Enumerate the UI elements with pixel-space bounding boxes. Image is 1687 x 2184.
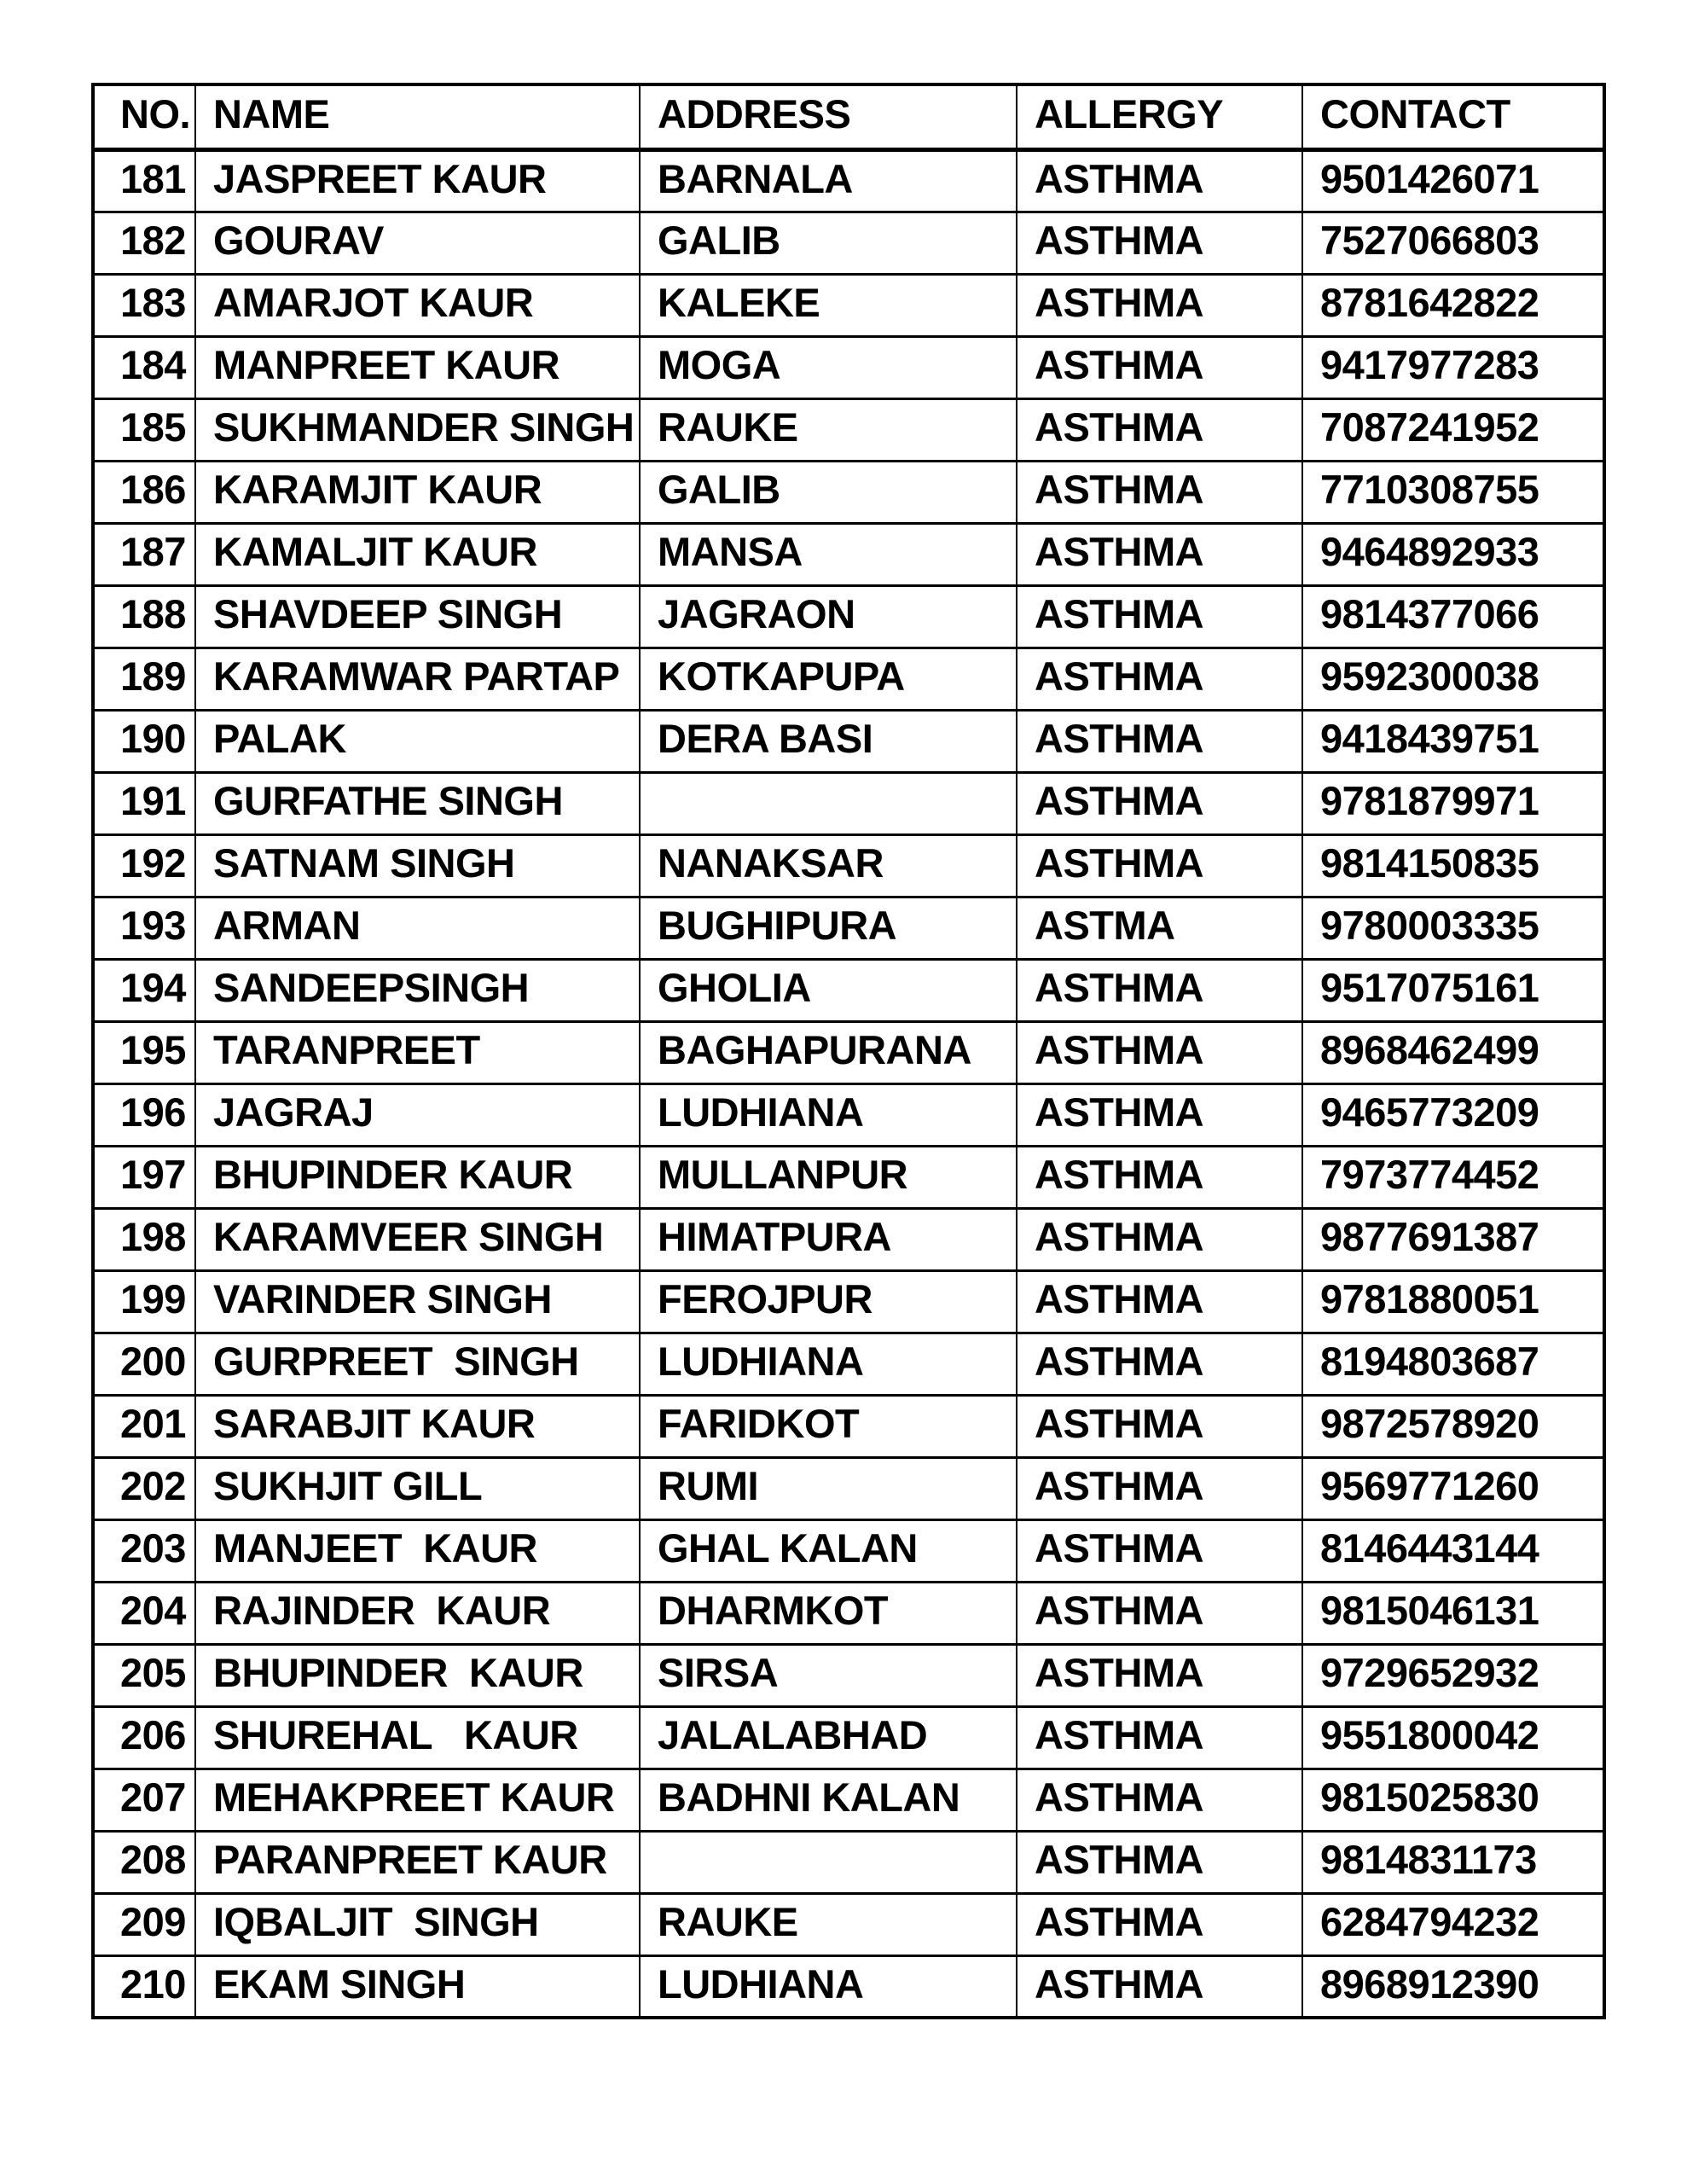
cell-allergy: ASTHMA: [1017, 1083, 1302, 1146]
cell-allergy: ASTHMA: [1017, 1769, 1302, 1831]
cell-address: FEROJPUR: [640, 1270, 1017, 1333]
cell-name: GURFATHE SINGH: [195, 772, 640, 834]
table-row: [93, 772, 1604, 834]
cell-name: KARAMWAR PARTAP: [195, 648, 640, 710]
table-row: [93, 398, 1604, 461]
cell-no: 196: [93, 1083, 195, 1146]
table-row: [93, 897, 1604, 959]
cell-name: SARABJIT KAUR: [195, 1395, 640, 1457]
cell-name: KARAMJIT KAUR: [195, 461, 640, 523]
cell-allergy: ASTHMA: [1017, 1146, 1302, 1208]
cell-contact: 9780003335: [1302, 897, 1604, 959]
allergy-contact-table: [91, 83, 1606, 2019]
cell-contact: 9551800042: [1302, 1706, 1604, 1769]
cell-allergy: ASTHMA: [1017, 1955, 1302, 2018]
cell-allergy: ASTMA: [1017, 897, 1302, 959]
cell-allergy: ASTHMA: [1017, 1582, 1302, 1644]
cell-contact: 9729652932: [1302, 1644, 1604, 1706]
cell-name: VARINDER SINGH: [195, 1270, 640, 1333]
cell-no: 181: [93, 149, 195, 212]
table-row: [93, 461, 1604, 523]
cell-allergy: ASTHMA: [1017, 336, 1302, 398]
column-header-name: NAME: [195, 84, 640, 149]
cell-allergy: ASTHMA: [1017, 1270, 1302, 1333]
cell-contact: 9781880051: [1302, 1270, 1604, 1333]
cell-address: BAGHAPURANA: [640, 1021, 1017, 1083]
table-row: [93, 1208, 1604, 1270]
cell-address: MANSA: [640, 523, 1017, 585]
cell-contact: 9464892933: [1302, 523, 1604, 585]
table-row: [93, 648, 1604, 710]
cell-contact: 6284794232: [1302, 1893, 1604, 1955]
cell-allergy: ASTHMA: [1017, 710, 1302, 772]
cell-address: KALEKE: [640, 274, 1017, 336]
cell-no: 197: [93, 1146, 195, 1208]
cell-no: 183: [93, 274, 195, 336]
cell-allergy: ASTHMA: [1017, 1519, 1302, 1582]
cell-address: JAGRAON: [640, 585, 1017, 648]
cell-name: PARANPREET KAUR: [195, 1831, 640, 1893]
cell-no: 205: [93, 1644, 195, 1706]
table-row: [93, 834, 1604, 897]
table-row: [93, 1457, 1604, 1519]
cell-contact: 7973774452: [1302, 1146, 1604, 1208]
column-header-contact: CONTACT: [1302, 84, 1604, 149]
cell-contact: 9814831173: [1302, 1831, 1604, 1893]
cell-name: IQBALJIT SINGH: [195, 1893, 640, 1955]
cell-name: ARMAN: [195, 897, 640, 959]
cell-contact: 9815025830: [1302, 1769, 1604, 1831]
cell-allergy: ASTHMA: [1017, 585, 1302, 648]
table-row: [93, 1769, 1604, 1831]
cell-allergy: ASTHMA: [1017, 1395, 1302, 1457]
cell-address: RAUKE: [640, 398, 1017, 461]
cell-no: 209: [93, 1893, 195, 1955]
cell-address: GHOLIA: [640, 959, 1017, 1021]
cell-no: 194: [93, 959, 195, 1021]
cell-no: 184: [93, 336, 195, 398]
cell-name: JASPREET KAUR: [195, 149, 640, 212]
cell-address: RUMI: [640, 1457, 1017, 1519]
cell-no: 208: [93, 1831, 195, 1893]
cell-contact: 9501426071: [1302, 149, 1604, 212]
cell-contact: 7527066803: [1302, 212, 1604, 274]
cell-no: 195: [93, 1021, 195, 1083]
cell-no: 192: [93, 834, 195, 897]
cell-contact: 9465773209: [1302, 1083, 1604, 1146]
cell-no: 188: [93, 585, 195, 648]
cell-name: SHAVDEEP SINGH: [195, 585, 640, 648]
cell-name: BHUPINDER KAUR: [195, 1146, 640, 1208]
table-row: [93, 523, 1604, 585]
cell-allergy: ASTHMA: [1017, 772, 1302, 834]
cell-address: [640, 772, 1017, 834]
cell-name: GURPREET SINGH: [195, 1333, 640, 1395]
cell-address: DERA BASI: [640, 710, 1017, 772]
cell-contact: 9872578920: [1302, 1395, 1604, 1457]
cell-allergy: ASTHMA: [1017, 398, 1302, 461]
cell-no: 203: [93, 1519, 195, 1582]
cell-address: BADHNI KALAN: [640, 1769, 1017, 1831]
cell-no: 204: [93, 1582, 195, 1644]
cell-no: 210: [93, 1955, 195, 2018]
cell-address: GALIB: [640, 212, 1017, 274]
cell-allergy: ASTHMA: [1017, 1644, 1302, 1706]
cell-no: 206: [93, 1706, 195, 1769]
cell-address: JALALABHAD: [640, 1706, 1017, 1769]
cell-name: MANPREET KAUR: [195, 336, 640, 398]
table-row: [93, 1644, 1604, 1706]
cell-contact: 9592300038: [1302, 648, 1604, 710]
cell-allergy: ASTHMA: [1017, 648, 1302, 710]
cell-contact: 8146443144: [1302, 1519, 1604, 1582]
cell-allergy: ASTHMA: [1017, 212, 1302, 274]
column-header-address: ADDRESS: [640, 84, 1017, 149]
cell-name: SUKHMANDER SINGH: [195, 398, 640, 461]
table-row: [93, 274, 1604, 336]
table-row: [93, 1893, 1604, 1955]
table-row: [93, 959, 1604, 1021]
table-row: [93, 149, 1604, 212]
cell-no: 199: [93, 1270, 195, 1333]
cell-name: BHUPINDER KAUR: [195, 1644, 640, 1706]
cell-address: GALIB: [640, 461, 1017, 523]
cell-no: 191: [93, 772, 195, 834]
cell-contact: 8194803687: [1302, 1333, 1604, 1395]
table-row: [93, 1146, 1604, 1208]
table-header-row: [93, 84, 1604, 149]
table-row: [93, 336, 1604, 398]
cell-no: 202: [93, 1457, 195, 1519]
cell-name: TARANPREET: [195, 1021, 640, 1083]
cell-no: 193: [93, 897, 195, 959]
cell-no: 207: [93, 1769, 195, 1831]
cell-contact: 8781642822: [1302, 274, 1604, 336]
cell-contact: 9517075161: [1302, 959, 1604, 1021]
table-row: [93, 212, 1604, 274]
cell-address: KOTKAPUPA: [640, 648, 1017, 710]
cell-contact: 9815046131: [1302, 1582, 1604, 1644]
cell-allergy: ASTHMA: [1017, 959, 1302, 1021]
table-body: [93, 149, 1604, 2018]
cell-name: JAGRAJ: [195, 1083, 640, 1146]
table-row: [93, 1831, 1604, 1893]
table-row: [93, 1519, 1604, 1582]
cell-address: MOGA: [640, 336, 1017, 398]
cell-no: 189: [93, 648, 195, 710]
cell-contact: 9417977283: [1302, 336, 1604, 398]
cell-contact: 7087241952: [1302, 398, 1604, 461]
cell-name: GOURAV: [195, 212, 640, 274]
table-row: [93, 1270, 1604, 1333]
cell-address: SIRSA: [640, 1644, 1017, 1706]
cell-allergy: ASTHMA: [1017, 461, 1302, 523]
cell-allergy: ASTHMA: [1017, 1208, 1302, 1270]
cell-allergy: ASTHMA: [1017, 1831, 1302, 1893]
cell-name: EKAM SINGH: [195, 1955, 640, 2018]
cell-name: PALAK: [195, 710, 640, 772]
cell-name: SATNAM SINGH: [195, 834, 640, 897]
cell-name: SANDEEPSINGH: [195, 959, 640, 1021]
cell-address: LUDHIANA: [640, 1955, 1017, 2018]
table-row: [93, 1333, 1604, 1395]
table-row: [93, 1706, 1604, 1769]
cell-no: 201: [93, 1395, 195, 1457]
table-row: [93, 1582, 1604, 1644]
cell-address: LUDHIANA: [640, 1333, 1017, 1395]
cell-no: 198: [93, 1208, 195, 1270]
cell-address: FARIDKOT: [640, 1395, 1017, 1457]
cell-address: NANAKSAR: [640, 834, 1017, 897]
column-header-no: NO.: [93, 84, 195, 149]
cell-contact: 8968462499: [1302, 1021, 1604, 1083]
cell-name: SUKHJIT GILL: [195, 1457, 640, 1519]
cell-contact: 9418439751: [1302, 710, 1604, 772]
cell-no: 187: [93, 523, 195, 585]
column-header-allergy: ALLERGY: [1017, 84, 1302, 149]
cell-contact: 9877691387: [1302, 1208, 1604, 1270]
cell-name: SHUREHAL KAUR: [195, 1706, 640, 1769]
cell-address: MULLANPUR: [640, 1146, 1017, 1208]
cell-no: 190: [93, 710, 195, 772]
table-row: [93, 585, 1604, 648]
cell-name: AMARJOT KAUR: [195, 274, 640, 336]
cell-contact: 9814377066: [1302, 585, 1604, 648]
cell-address: RAUKE: [640, 1893, 1017, 1955]
table-row: [93, 1955, 1604, 2018]
table-row: [93, 1395, 1604, 1457]
cell-allergy: ASTHMA: [1017, 834, 1302, 897]
cell-address: LUDHIANA: [640, 1083, 1017, 1146]
cell-name: MEHAKPREET KAUR: [195, 1769, 640, 1831]
cell-allergy: ASTHMA: [1017, 1333, 1302, 1395]
cell-address: GHAL KALAN: [640, 1519, 1017, 1582]
cell-address: BARNALA: [640, 149, 1017, 212]
cell-name: KARAMVEER SINGH: [195, 1208, 640, 1270]
cell-address: BUGHIPURA: [640, 897, 1017, 959]
cell-allergy: ASTHMA: [1017, 523, 1302, 585]
cell-name: RAJINDER KAUR: [195, 1582, 640, 1644]
table-row: [93, 1021, 1604, 1083]
cell-name: KAMALJIT KAUR: [195, 523, 640, 585]
cell-no: 186: [93, 461, 195, 523]
cell-contact: 9814150835: [1302, 834, 1604, 897]
table-row: [93, 1083, 1604, 1146]
cell-allergy: ASTHMA: [1017, 1457, 1302, 1519]
cell-address: [640, 1831, 1017, 1893]
cell-allergy: ASTHMA: [1017, 1893, 1302, 1955]
cell-allergy: ASTHMA: [1017, 1021, 1302, 1083]
cell-no: 185: [93, 398, 195, 461]
cell-name: MANJEET KAUR: [195, 1519, 640, 1582]
cell-allergy: ASTHMA: [1017, 274, 1302, 336]
cell-address: HIMATPURA: [640, 1208, 1017, 1270]
cell-contact: 9781879971: [1302, 772, 1604, 834]
cell-allergy: ASTHMA: [1017, 149, 1302, 212]
cell-address: DHARMKOT: [640, 1582, 1017, 1644]
cell-contact: 8968912390: [1302, 1955, 1604, 2018]
cell-contact: 9569771260: [1302, 1457, 1604, 1519]
cell-no: 182: [93, 212, 195, 274]
cell-no: 200: [93, 1333, 195, 1395]
cell-allergy: ASTHMA: [1017, 1706, 1302, 1769]
cell-contact: 7710308755: [1302, 461, 1604, 523]
table-row: [93, 710, 1604, 772]
